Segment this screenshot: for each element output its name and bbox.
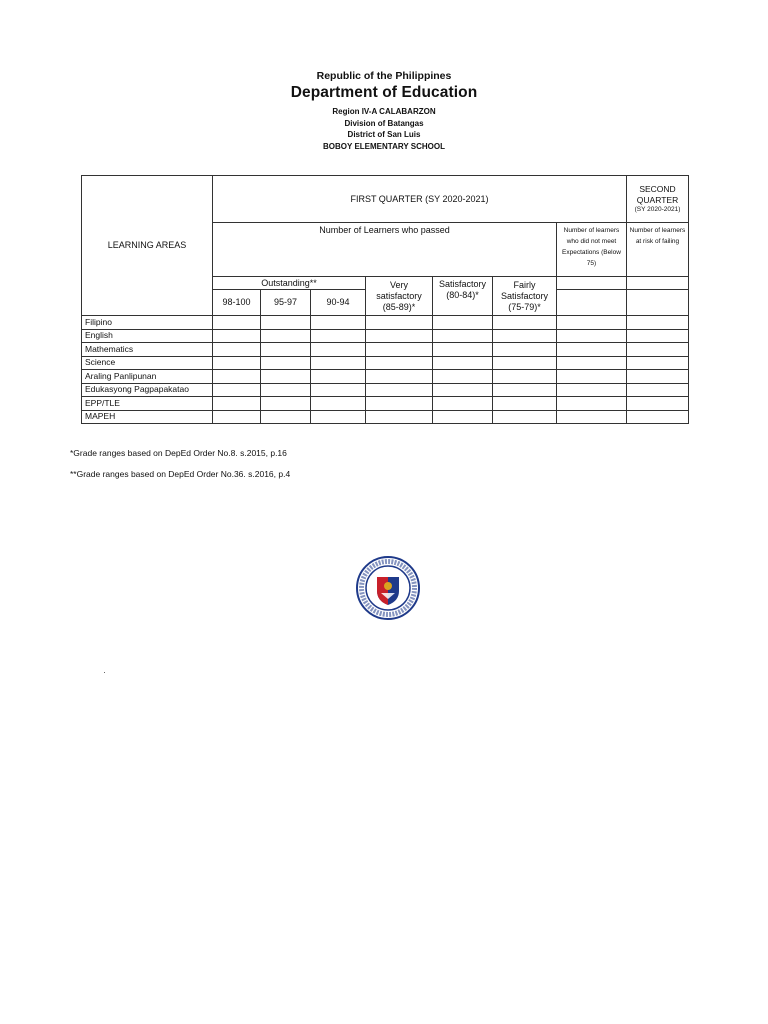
empty-cell bbox=[213, 410, 261, 424]
empty-cell bbox=[493, 356, 557, 370]
empty-cell bbox=[493, 316, 557, 330]
empty-cell bbox=[366, 316, 433, 330]
table-row bbox=[82, 410, 689, 424]
empty-cell bbox=[433, 343, 493, 357]
empty-cell bbox=[557, 329, 627, 343]
empty-cell bbox=[213, 397, 261, 411]
empty-cell bbox=[311, 343, 366, 357]
empty-cell bbox=[213, 316, 261, 330]
empty-cell bbox=[213, 329, 261, 343]
empty-cell bbox=[433, 316, 493, 330]
empty-cell bbox=[311, 329, 366, 343]
learning-areas-header: LEARNING AREAS bbox=[82, 176, 213, 316]
empty-cell bbox=[627, 383, 689, 397]
district-line: District of San Luis bbox=[347, 130, 421, 139]
learning-area-name: Filipino bbox=[82, 316, 213, 330]
empty-cell bbox=[213, 343, 261, 357]
table-row bbox=[82, 397, 689, 411]
empty-cell bbox=[627, 316, 689, 330]
empty-cell bbox=[311, 383, 366, 397]
table-row bbox=[82, 356, 689, 370]
footnote-2: **Grade ranges based on DepEd Order No.36. s.2016, p.4 bbox=[70, 469, 291, 479]
table-row bbox=[82, 383, 689, 397]
deped-seal-icon bbox=[355, 555, 421, 621]
empty-cell bbox=[261, 370, 311, 384]
empty-cell bbox=[261, 356, 311, 370]
empty-cell bbox=[493, 410, 557, 424]
empty-cell bbox=[433, 370, 493, 384]
empty-cell bbox=[493, 370, 557, 384]
empty-cell bbox=[627, 329, 689, 343]
fairly-satisfactory-header: Fairly Satisfactory (75-79)* bbox=[493, 277, 557, 316]
department-title: Department of Education bbox=[290, 84, 478, 101]
empty-cell bbox=[557, 370, 627, 384]
empty-cell bbox=[433, 410, 493, 424]
empty-cell bbox=[493, 397, 557, 411]
table-row bbox=[82, 329, 689, 343]
school-line: BOBOY ELEMENTARY SCHOOL bbox=[323, 141, 445, 151]
empty-cell bbox=[557, 343, 627, 357]
empty-cell bbox=[311, 410, 366, 424]
empty-cell bbox=[366, 329, 433, 343]
empty-cell bbox=[557, 410, 627, 424]
empty-cell bbox=[366, 370, 433, 384]
learning-area-name: Edukasyong Pagpapakatao bbox=[82, 383, 213, 397]
empty-cell bbox=[366, 383, 433, 397]
second-quarter-sy: (SY 2020-2021) bbox=[634, 206, 681, 213]
footnote-1: *Grade ranges based on DepEd Order No.8. s.2015, p.16 bbox=[70, 448, 287, 458]
learning-area-name: English bbox=[82, 329, 213, 343]
empty-cell bbox=[557, 356, 627, 370]
empty-cell bbox=[557, 290, 627, 316]
learning-areas-body bbox=[82, 316, 689, 424]
range-95-97-header: 95-97 bbox=[261, 290, 311, 316]
outstanding-header: Outstanding** bbox=[213, 277, 366, 290]
empty-cell bbox=[557, 316, 627, 330]
empty-cell bbox=[627, 370, 689, 384]
at-risk-header: Number of learners at risk of failing bbox=[627, 223, 689, 277]
republic-line: Republic of the Philippines bbox=[316, 70, 452, 82]
empty-cell bbox=[433, 356, 493, 370]
empty-cell bbox=[627, 410, 689, 424]
very-satisfactory-header: Very satisfactory (85-89)* bbox=[366, 277, 433, 316]
empty-cell bbox=[366, 410, 433, 424]
empty-cell bbox=[557, 277, 627, 290]
second-quarter-header bbox=[627, 176, 689, 223]
empty-cell bbox=[261, 343, 311, 357]
empty-cell bbox=[493, 383, 557, 397]
empty-cell bbox=[213, 370, 261, 384]
empty-cell bbox=[493, 329, 557, 343]
empty-cell bbox=[261, 383, 311, 397]
document-header bbox=[0, 70, 768, 152]
empty-cell bbox=[433, 397, 493, 411]
empty-cell bbox=[433, 329, 493, 343]
range-98-100-header: 98-100 bbox=[213, 290, 261, 316]
empty-cell bbox=[261, 397, 311, 411]
learning-area-name: EPP/TLE bbox=[82, 397, 213, 411]
table-row bbox=[82, 343, 689, 357]
table-row bbox=[82, 316, 689, 330]
empty-cell bbox=[627, 290, 689, 316]
region-line: Region IV-A CALABARZON bbox=[332, 107, 436, 116]
empty-cell bbox=[261, 316, 311, 330]
empty-cell bbox=[311, 370, 366, 384]
division-line: Division of Batangas bbox=[344, 118, 424, 128]
learning-area-name: Araling Panlipunan bbox=[82, 370, 213, 384]
empty-cell bbox=[493, 343, 557, 357]
second-quarter-label: SECOND QUARTER bbox=[636, 184, 679, 205]
empty-cell bbox=[311, 316, 366, 330]
range-90-94-header: 90-94 bbox=[311, 290, 366, 316]
table-row bbox=[82, 370, 689, 384]
empty-cell bbox=[311, 356, 366, 370]
header-row-1 bbox=[82, 176, 689, 223]
empty-cell bbox=[213, 383, 261, 397]
empty-cell bbox=[627, 343, 689, 357]
learning-area-name: MAPEH bbox=[82, 410, 213, 424]
did-not-meet-header: Number of learners who did not meet Expectations (Below 75) bbox=[557, 223, 627, 277]
empty-cell bbox=[311, 397, 366, 411]
empty-cell bbox=[627, 356, 689, 370]
empty-cell bbox=[366, 356, 433, 370]
stray-mark bbox=[104, 672, 105, 673]
satisfactory-header: Satisfactory (80-84)* bbox=[433, 277, 493, 316]
learning-area-name: Science bbox=[82, 356, 213, 370]
empty-cell bbox=[627, 277, 689, 290]
empty-cell bbox=[366, 397, 433, 411]
learners-report-table bbox=[81, 175, 689, 424]
empty-cell bbox=[557, 397, 627, 411]
empty-cell bbox=[261, 410, 311, 424]
passed-header: Number of Learners who passed bbox=[213, 223, 557, 277]
empty-cell bbox=[433, 383, 493, 397]
first-quarter-header: FIRST QUARTER (SY 2020-2021) bbox=[213, 176, 627, 223]
empty-cell bbox=[557, 383, 627, 397]
empty-cell bbox=[261, 329, 311, 343]
empty-cell bbox=[627, 397, 689, 411]
empty-cell bbox=[213, 356, 261, 370]
learning-area-name: Mathematics bbox=[82, 343, 213, 357]
empty-cell bbox=[366, 343, 433, 357]
